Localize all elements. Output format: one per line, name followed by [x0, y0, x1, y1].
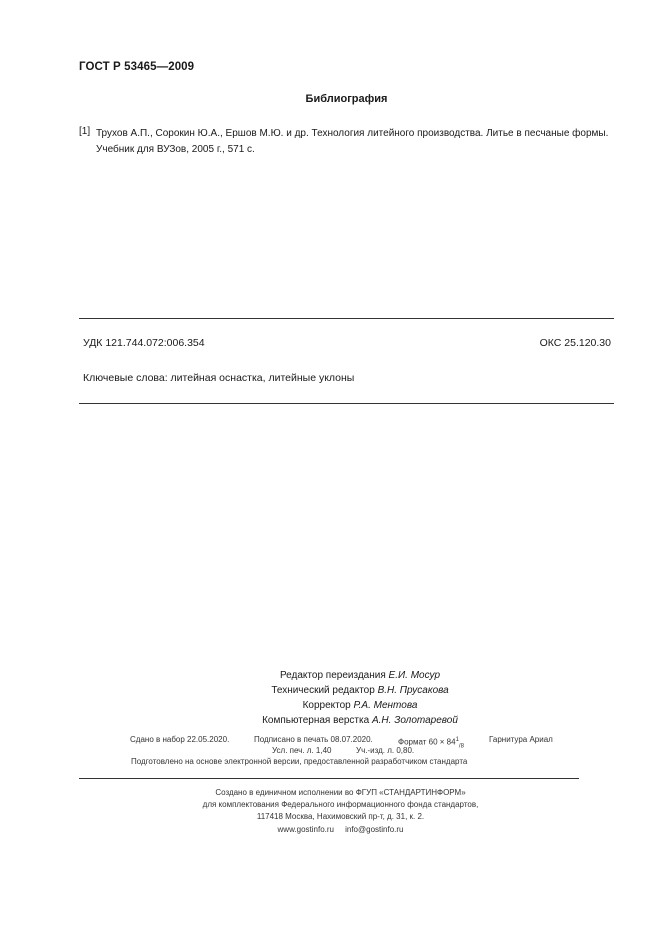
footer-line-1: Создано в единичном исполнении во ФГУП «СТАНДАРТИНФОРМ»: [215, 788, 466, 797]
bibliography-title: Библиография: [305, 93, 388, 105]
signed-date: Подписано в печать 08.07.2020.: [254, 735, 373, 744]
publisher-footer: [0, 787, 661, 836]
corrector-line: [240, 698, 480, 713]
website-link[interactable]: www.gostinfo.ru: [277, 824, 334, 834]
submitted-date: Сдано в набор 22.05.2020.: [130, 735, 230, 744]
layout-label: Компьютерная верстка: [262, 715, 370, 726]
footer-divider: [79, 778, 579, 779]
format-numerator: 1: [455, 737, 459, 743]
keywords: Ключевые слова: литейная оснастка, литейные уклоны: [83, 372, 355, 384]
reference-entry: [96, 126, 621, 158]
reference-line-2: Учебник для ВУЗов, 2005 г., 571 с.: [96, 144, 255, 155]
publication-sheets: Уч.-изд. л. 0,80.: [356, 746, 415, 755]
print-sheets: Усл. печ. л. 1,40: [272, 746, 332, 755]
prepared-note: Подготовлено на основе электронной версии, предоставленной разработчиком стандарта: [131, 757, 468, 766]
top-divider: [79, 318, 614, 319]
editor-label: Редактор переиздания: [279, 670, 386, 681]
footer-contacts: [20, 824, 661, 836]
reference-number: [1]: [79, 126, 91, 137]
footer-line-3: 117418 Москва, Нахимовский пр-т, д. 31, к. 2.: [256, 812, 425, 822]
footer-line-2: для комплектования Федерального информационного фонда стандартов,: [202, 800, 479, 810]
typeface: Гарнитура Ариал: [489, 735, 553, 744]
tech-editor-line: [240, 683, 480, 698]
editor-line: [240, 668, 480, 683]
corrector-name: Р.А. Ментова: [353, 700, 418, 711]
reference-line-1: Трухов А.П., Сорокин Ю.А., Ершов М.Ю. и др. Технология литейного производства. Литье в песчаные формы.: [96, 128, 609, 139]
credits-block: [240, 668, 480, 728]
bottom-divider: [79, 403, 614, 404]
format-prefix: Формат 60 × 84: [398, 737, 456, 747]
format-denominator: /8: [458, 743, 464, 750]
tech-editor-label: Технический редактор: [271, 685, 375, 696]
udk-code: УДК 121.744.072:006.354: [83, 337, 205, 349]
email-link[interactable]: info@gostinfo.ru: [345, 824, 404, 834]
layout-name: А.Н. Золотаревой: [371, 715, 458, 726]
layout-line: [240, 713, 480, 728]
corrector-label: Корректор: [302, 700, 351, 711]
oks-code: ОКС 25.120.30: [539, 337, 611, 349]
editor-name: Е.И. Мосур: [388, 670, 441, 681]
tech-editor-name: В.Н. Прусакова: [377, 685, 449, 696]
document-id: ГОСТ Р 53465—2009: [79, 61, 195, 73]
